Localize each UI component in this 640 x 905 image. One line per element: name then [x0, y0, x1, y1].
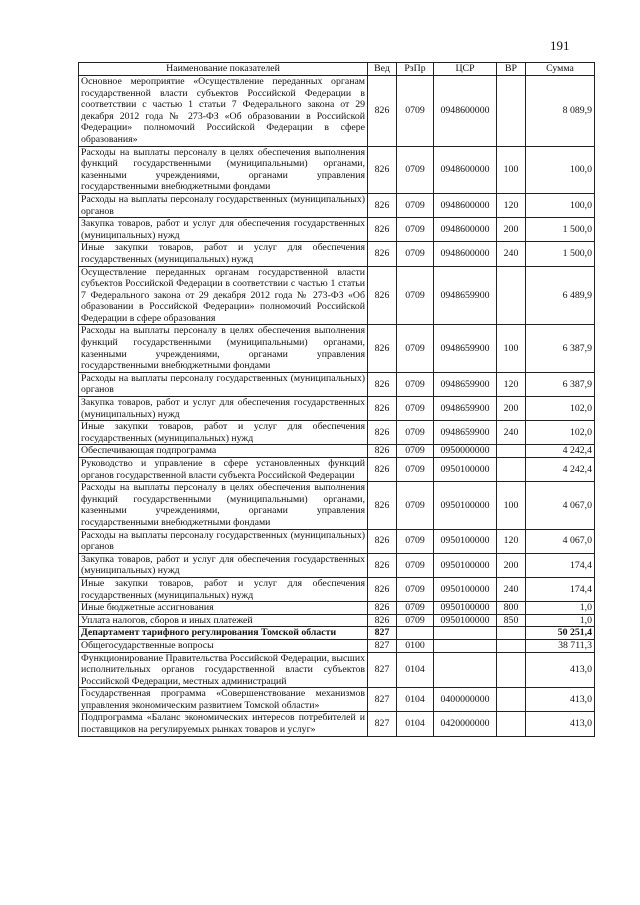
row-csr-cell: 0948600000 — [434, 146, 497, 193]
row-ved-cell: 827 — [368, 639, 397, 652]
row-vr-cell — [497, 445, 526, 458]
table-row — [79, 397, 595, 421]
row-rzpr-cell: 0709 — [397, 614, 434, 627]
row-sum-cell: 50 251,4 — [526, 627, 595, 640]
row-ved-cell: 826 — [368, 421, 397, 445]
row-vr-cell: 200 — [497, 397, 526, 421]
row-rzpr-cell: 0709 — [397, 397, 434, 421]
table-body — [79, 76, 595, 737]
table-row — [79, 553, 595, 577]
row-vr-cell: 850 — [497, 614, 526, 627]
row-name-cell: Осуществление переданных органам государственной власти субъектов Российской Федерации в соответствии с частью 1 статьи 7 Федерального закона от 29 декабря 2012 года № 273-ФЗ «Об образовании в Российской Федерации» полномочий Российской Федерации в сфере образования — [79, 266, 368, 325]
row-csr-cell: 0950100000 — [434, 614, 497, 627]
row-rzpr-cell: 0104 — [397, 712, 434, 736]
row-csr-cell: 0950100000 — [434, 529, 497, 553]
row-csr-cell: 0948659900 — [434, 372, 497, 396]
row-rzpr-cell: 0709 — [397, 445, 434, 458]
row-vr-cell — [497, 639, 526, 652]
row-name-cell: Расходы на выплаты персоналу в целях обеспечения выполнения функций государственными (муниципальными) органами, казенными учреждениями, органами управления государственными внебюджетными фондами — [79, 325, 368, 372]
table-row — [79, 445, 595, 458]
table-row — [79, 325, 595, 372]
row-rzpr-cell: 0104 — [397, 688, 434, 712]
table-row — [79, 482, 595, 529]
table-row — [79, 627, 595, 640]
row-sum-cell: 413,0 — [526, 712, 595, 736]
row-rzpr-cell: 0709 — [397, 76, 434, 147]
row-vr-cell: 100 — [497, 325, 526, 372]
row-vr-cell — [497, 712, 526, 736]
row-vr-cell: 240 — [497, 421, 526, 445]
table-row — [79, 529, 595, 553]
row-vr-cell: 240 — [497, 242, 526, 266]
row-name-cell: Расходы на выплаты персоналу государственных (муниципальных) органов — [79, 193, 368, 217]
row-ved-cell: 826 — [368, 553, 397, 577]
row-ved-cell: 827 — [368, 652, 397, 688]
row-csr-cell: 0950100000 — [434, 482, 497, 529]
table-row — [79, 193, 595, 217]
table-row — [79, 639, 595, 652]
table-row — [79, 712, 595, 736]
row-sum-cell: 1 500,0 — [526, 242, 595, 266]
row-sum-cell: 102,0 — [526, 397, 595, 421]
row-sum-cell: 1 500,0 — [526, 218, 595, 242]
row-ved-cell: 826 — [368, 325, 397, 372]
row-rzpr-cell: 0709 — [397, 242, 434, 266]
row-name-cell: Основное мероприятие «Осуществление переданных органам государственной власти субъектов Российской Федерации в соответствии с частью 1 статьи 7 Федерального закона от 29 декабря 2012 года № 273-ФЗ «Об образовании в Российской Федерации» полномочий Российской Федерации в сфере образования» — [79, 76, 368, 147]
table-row — [79, 458, 595, 482]
row-rzpr-cell: 0709 — [397, 577, 434, 601]
row-vr-cell — [497, 688, 526, 712]
header-name: Наименование показателей — [79, 63, 368, 76]
header-vr: ВР — [497, 63, 526, 76]
row-ved-cell: 826 — [368, 577, 397, 601]
row-name-cell: Иные закупки товаров, работ и услуг для обеспечения государственных (муниципальных) нужд — [79, 577, 368, 601]
row-name-cell: Департамент тарифного регулирования Томской области — [79, 627, 368, 640]
row-vr-cell — [497, 76, 526, 147]
row-rzpr-cell: 0709 — [397, 266, 434, 325]
row-rzpr-cell: 0709 — [397, 325, 434, 372]
row-sum-cell: 6 387,9 — [526, 372, 595, 396]
row-rzpr-cell: 0709 — [397, 553, 434, 577]
row-ved-cell: 826 — [368, 445, 397, 458]
row-name-cell: Закупка товаров, работ и услуг для обеспечения государственных (муниципальных) нужд — [79, 218, 368, 242]
row-sum-cell: 6 387,9 — [526, 325, 595, 372]
row-ved-cell: 826 — [368, 529, 397, 553]
table-row — [79, 146, 595, 193]
row-ved-cell: 826 — [368, 266, 397, 325]
row-vr-cell: 120 — [497, 529, 526, 553]
row-sum-cell: 100,0 — [526, 193, 595, 217]
row-ved-cell: 826 — [368, 614, 397, 627]
row-name-cell: Расходы на выплаты персоналу в целях обеспечения выполнения функций государственными (муниципальными) органами, казенными учреждениями, органами управления государственными внебюджетными фондами — [79, 146, 368, 193]
table-row — [79, 242, 595, 266]
row-ved-cell: 826 — [368, 76, 397, 147]
row-name-cell: Закупка товаров, работ и услуг для обеспечения государственных (муниципальных) нужд — [79, 397, 368, 421]
row-sum-cell: 1,0 — [526, 614, 595, 627]
row-csr-cell: 0948659900 — [434, 325, 497, 372]
table-row — [79, 614, 595, 627]
budget-table — [78, 62, 595, 737]
row-vr-cell: 120 — [497, 372, 526, 396]
row-sum-cell: 100,0 — [526, 146, 595, 193]
row-name-cell: Функционирование Правительства Российской Федерации, высших исполнительных органов государственной власти субъектов Российской Федерации, местных администраций — [79, 652, 368, 688]
row-vr-cell: 240 — [497, 577, 526, 601]
row-name-cell: Расходы на выплаты персоналу государственных (муниципальных) органов — [79, 529, 368, 553]
row-ved-cell: 827 — [368, 688, 397, 712]
row-vr-cell — [497, 458, 526, 482]
row-ved-cell: 826 — [368, 458, 397, 482]
row-name-cell: Государственная программа «Совершенствование механизмов управления экономическим развитием Томской области» — [79, 688, 368, 712]
row-rzpr-cell: 0709 — [397, 482, 434, 529]
row-rzpr-cell — [397, 627, 434, 640]
row-sum-cell: 413,0 — [526, 652, 595, 688]
row-csr-cell: 0950100000 — [434, 553, 497, 577]
row-csr-cell: 0948600000 — [434, 242, 497, 266]
row-sum-cell: 174,4 — [526, 577, 595, 601]
row-vr-cell: 800 — [497, 602, 526, 615]
row-csr-cell — [434, 627, 497, 640]
row-name-cell: Расходы на выплаты персоналу в целях обеспечения выполнения функций государственными (муниципальными) органами, казенными учреждениями, органами управления государственными внебюджетными фондами — [79, 482, 368, 529]
table-header-row — [79, 63, 595, 76]
row-vr-cell: 200 — [497, 553, 526, 577]
row-vr-cell: 100 — [497, 482, 526, 529]
row-csr-cell: 0948659900 — [434, 421, 497, 445]
header-sum: Сумма — [526, 63, 595, 76]
row-sum-cell: 174,4 — [526, 553, 595, 577]
table-row — [79, 372, 595, 396]
row-vr-cell — [497, 652, 526, 688]
table-row — [79, 652, 595, 688]
row-vr-cell: 100 — [497, 146, 526, 193]
row-csr-cell — [434, 639, 497, 652]
row-name-cell: Иные бюджетные ассигнования — [79, 602, 368, 615]
row-ved-cell: 826 — [368, 242, 397, 266]
row-sum-cell: 4 067,0 — [526, 482, 595, 529]
row-ved-cell: 827 — [368, 627, 397, 640]
row-csr-cell: 0950100000 — [434, 602, 497, 615]
header-csr: ЦСР — [434, 63, 497, 76]
row-sum-cell: 4 242,4 — [526, 458, 595, 482]
row-name-cell: Расходы на выплаты персоналу государственных (муниципальных) органов — [79, 372, 368, 396]
row-vr-cell — [497, 266, 526, 325]
row-name-cell: Общегосударственные вопросы — [79, 639, 368, 652]
row-rzpr-cell: 0709 — [397, 372, 434, 396]
row-rzpr-cell: 0709 — [397, 146, 434, 193]
table-row — [79, 266, 595, 325]
row-csr-cell: 0948659900 — [434, 397, 497, 421]
row-csr-cell: 0950100000 — [434, 458, 497, 482]
row-csr-cell: 0948600000 — [434, 193, 497, 217]
row-name-cell: Подпрограмма «Баланс экономических интересов потребителей и поставщиков на регулируемых рынках товаров и услуг» — [79, 712, 368, 736]
row-rzpr-cell: 0709 — [397, 193, 434, 217]
row-name-cell: Иные закупки товаров, работ и услуг для обеспечения государственных (муниципальных) нужд — [79, 242, 368, 266]
row-rzpr-cell: 0709 — [397, 529, 434, 553]
row-vr-cell: 120 — [497, 193, 526, 217]
row-name-cell: Руководство и управление в сфере установленных функций органов государственной власти субъекта Российской Федерации — [79, 458, 368, 482]
row-ved-cell: 826 — [368, 397, 397, 421]
row-ved-cell: 826 — [368, 482, 397, 529]
table-row — [79, 76, 595, 147]
row-name-cell: Иные закупки товаров, работ и услуг для обеспечения государственных (муниципальных) нужд — [79, 421, 368, 445]
row-rzpr-cell: 0709 — [397, 458, 434, 482]
row-csr-cell: 0950000000 — [434, 445, 497, 458]
row-rzpr-cell: 0104 — [397, 652, 434, 688]
row-sum-cell: 102,0 — [526, 421, 595, 445]
row-ved-cell: 827 — [368, 712, 397, 736]
row-vr-cell: 200 — [497, 218, 526, 242]
row-rzpr-cell: 0709 — [397, 218, 434, 242]
row-csr-cell: 0400000000 — [434, 688, 497, 712]
table-row — [79, 602, 595, 615]
row-csr-cell: 0950100000 — [434, 577, 497, 601]
table-row — [79, 218, 595, 242]
row-sum-cell: 1,0 — [526, 602, 595, 615]
row-rzpr-cell: 0709 — [397, 602, 434, 615]
row-ved-cell: 826 — [368, 602, 397, 615]
row-sum-cell: 4 242,4 — [526, 445, 595, 458]
table-row — [79, 421, 595, 445]
row-csr-cell: 0948659900 — [434, 266, 497, 325]
row-name-cell: Обеспечивающая подпрограмма — [79, 445, 368, 458]
header-ved: Вед — [368, 63, 397, 76]
row-name-cell: Уплата налогов, сборов и иных платежей — [79, 614, 368, 627]
row-sum-cell: 6 489,9 — [526, 266, 595, 325]
row-sum-cell: 4 067,0 — [526, 529, 595, 553]
row-rzpr-cell: 0709 — [397, 421, 434, 445]
row-csr-cell: 0948600000 — [434, 218, 497, 242]
page-number: 191 — [550, 38, 570, 53]
row-sum-cell: 8 089,9 — [526, 76, 595, 147]
row-ved-cell: 826 — [368, 218, 397, 242]
row-ved-cell: 826 — [368, 146, 397, 193]
row-csr-cell: 0948600000 — [434, 76, 497, 147]
row-csr-cell: 0420000000 — [434, 712, 497, 736]
row-ved-cell: 826 — [368, 193, 397, 217]
row-name-cell: Закупка товаров, работ и услуг для обеспечения государственных (муниципальных) нужд — [79, 553, 368, 577]
row-rzpr-cell: 0100 — [397, 639, 434, 652]
header-rzpr: РзПр — [397, 63, 434, 76]
table-row — [79, 688, 595, 712]
row-sum-cell: 38 711,3 — [526, 639, 595, 652]
row-ved-cell: 826 — [368, 372, 397, 396]
row-sum-cell: 413,0 — [526, 688, 595, 712]
row-csr-cell — [434, 652, 497, 688]
row-vr-cell — [497, 627, 526, 640]
table-row — [79, 577, 595, 601]
